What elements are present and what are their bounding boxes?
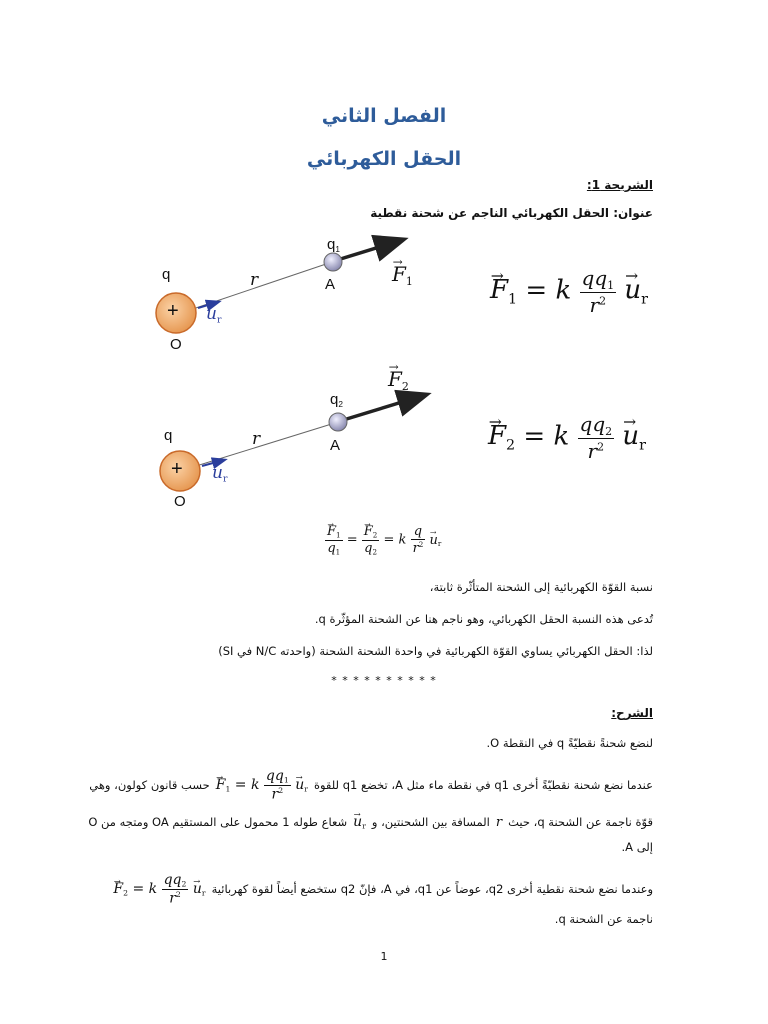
coulomb-equation-2: → $F_2 = k$ $\frac{qq_2}{r^2}$ → $u_r$ — [488, 412, 646, 463]
paragraph-second-charge: وعندما نضع شحنة نقطية أخرى q2، عوضاً عن q1، في A، فإنّ q2 ستخضع أيضاً لقوة كهربائية → $F_2 = k$ $\frac{qq_2}{r^2}$ → $u_r$ — [113, 872, 653, 906]
f2-label: → $F_2$ — [388, 367, 409, 393]
figure-2 — [120, 365, 440, 515]
section-heading: عنوان: الحقل الكهربائي الناجم عن شحنة نقطية — [370, 206, 653, 220]
paragraph-ratio-constant: نسبة القوّة الكهربائية إلى الشحنة المتأثّرة ثابتة، — [429, 580, 653, 594]
paragraph-force-source: قوّة ناجمة عن الشحنة q، حيث r المسافة بين الشحنتين، و → $u_r$ شعاع طوله 1 محمول على المستقيم OA ومتجه من O — [88, 814, 653, 831]
paragraph-to-a: إلى A. — [621, 840, 653, 854]
page-number: 1 — [380, 950, 388, 963]
paragraph-caused-by-q: ناجمة عن الشحنة q. — [554, 912, 653, 926]
ratio-equation: → $\frac{F_1}{q_1}$ = → $\frac{F_2}{q_2}$ = k $\frac{q}{r^2}$ → $u_r$ — [325, 524, 441, 556]
coulomb-equation-1: → $F_1 = k$ $\frac{qq_1}{r^2}$ → $u_r$ — [490, 266, 648, 317]
o-label: O — [170, 336, 182, 353]
q-label: q — [164, 427, 173, 444]
q2-label: $q_2$ — [330, 391, 343, 409]
slide-label: الشريحة 1: — [586, 178, 653, 192]
plus-sign: + — [167, 300, 179, 322]
a-label: A — [325, 276, 336, 293]
r-label: r — [252, 429, 261, 449]
explanation-label: الشرح: — [611, 706, 653, 720]
force-arrow — [340, 395, 425, 421]
q1-label: $q_1$ — [327, 236, 340, 254]
ur-label: → $u_r$ — [212, 463, 227, 484]
charge-q1 — [324, 253, 342, 271]
separator-stars: * * * * * * * * * * — [331, 674, 437, 687]
q-label: q — [162, 266, 171, 283]
subject-title: الحقل الكهربائي — [306, 148, 462, 170]
ur-label: → $u_r$ — [206, 304, 221, 325]
paragraph-coulomb-force: عندما نضع شحنة نقطيّةً أخرى q1 في نقطة ماء مثل A، تخضع q1 للقوة → $F_1 = k$ $\frac{qq_1}{r^2}$ → $u_r$ حسب قانون كولون، وهي — [89, 768, 653, 802]
r-label: r — [250, 270, 259, 290]
paragraph-field-unit: لذا: الحقل الكهربائي يساوي القوّة الكهربائية في واحدة الشحنة الشحنة (واحدته N/C في SI) — [218, 644, 653, 658]
a-label: A — [330, 437, 341, 454]
o-label: O — [174, 493, 186, 510]
charge-q2 — [329, 413, 347, 431]
figure-1-drawing — [120, 228, 420, 358]
inline-equation-f1: → $F_1 = k$ $\frac{qq_1}{r^2}$ → $u_r$ — [216, 768, 308, 802]
paragraph-field-definition: تُدعى هذه النسبة الحقل الكهربائي، وهو ناجم هنا عن الشحنة المؤثّرة q. — [314, 612, 653, 626]
f1-label: → $F_1$ — [392, 262, 413, 288]
figure-1 — [120, 228, 420, 358]
plus-sign: + — [171, 458, 183, 480]
inline-equation-f2: → $F_2 = k$ $\frac{qq_2}{r^2}$ → $u_r$ — [113, 872, 205, 906]
chapter-title: الفصل الثاني — [321, 105, 447, 127]
paragraph-place-charge: لنضع شحنةً نقطيّةً q في النقطة O. — [486, 736, 653, 750]
